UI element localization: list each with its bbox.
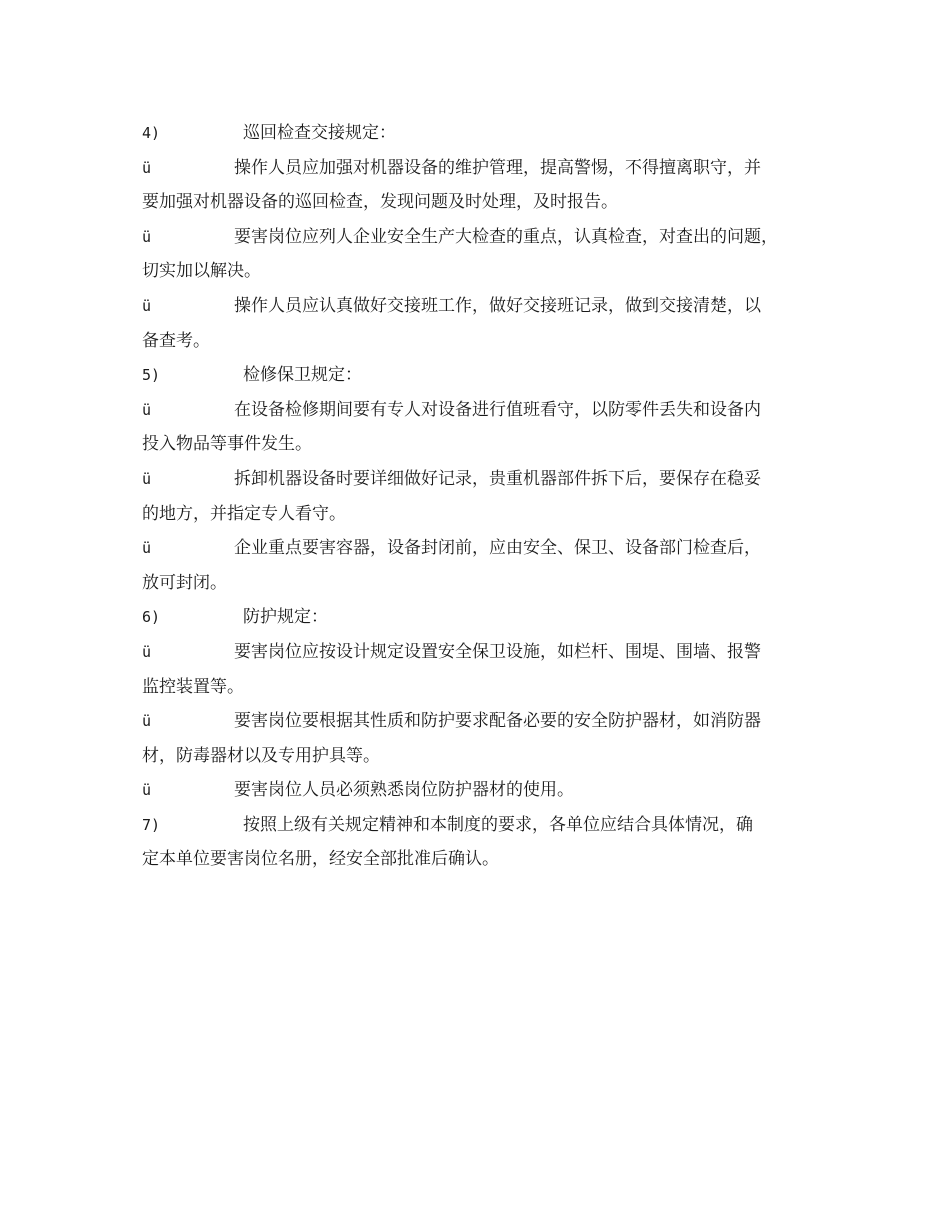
continuation-line <box>142 324 832 359</box>
continuation-line <box>142 566 832 601</box>
continuation-line <box>142 497 832 532</box>
section-heading-7 <box>142 808 832 843</box>
section-number: 4) <box>142 124 161 142</box>
section-title: 巡回检查交接规定： <box>243 123 396 143</box>
paragraph-text: 放可封闭。 <box>142 572 227 593</box>
bullet-text: 拆卸机器设备时要详细做好记录，贵重机器部件拆下后，要保存在稳妥 <box>234 468 761 489</box>
bullet-marker: ü <box>142 712 152 731</box>
paragraph-text: 要加强对机器设备的巡回检查，发现问题及时处理，及时报告。 <box>142 192 618 213</box>
bullet-item <box>142 393 832 428</box>
bullet-marker: ü <box>142 400 152 419</box>
bullet-marker: ü <box>142 781 152 800</box>
paragraph-text: 投入物品等事件发生。 <box>142 434 312 455</box>
section-heading-4 <box>142 116 832 151</box>
bullet-text: 要害岗位应列人企业安全生产大检查的重点，认真检查，对查出的问题， <box>234 226 778 247</box>
paragraph-text: 切实加以解决。 <box>142 261 261 282</box>
continuation-line <box>142 842 832 877</box>
section-heading-6 <box>142 600 832 635</box>
section-text: 按照上级有关规定精神和本制度的要求，各单位应结合具体情况，确 <box>243 814 753 835</box>
paragraph-text: 的地方，并指定专人看守。 <box>142 503 346 524</box>
bullet-marker: ü <box>142 158 152 177</box>
paragraph-text: 监控装置等。 <box>142 676 244 697</box>
bullet-item <box>142 773 832 808</box>
bullet-marker: ü <box>142 539 152 558</box>
bullet-marker: ü <box>142 296 152 315</box>
bullet-item <box>142 635 832 670</box>
bullet-item <box>142 289 832 324</box>
bullet-marker: ü <box>142 642 152 661</box>
paragraph-text: 定本单位要害岗位名册，经安全部批准后确认。 <box>142 849 499 870</box>
bullet-marker: ü <box>142 469 152 488</box>
bullet-item <box>142 151 832 186</box>
bullet-text: 在设备检修期间要有专人对设备进行值班看守，以防零件丢失和设备内 <box>234 399 761 420</box>
section-number: 6) <box>142 608 161 627</box>
continuation-line <box>142 427 832 462</box>
continuation-line <box>142 185 832 220</box>
section-title: 防护规定： <box>243 607 328 628</box>
bullet-text: 要害岗位人员必须熟悉岗位防护器材的使用。 <box>234 780 574 801</box>
continuation-line <box>142 254 832 289</box>
section-title: 检修保卫规定： <box>243 365 362 386</box>
bullet-text: 操作人员应加强对机器设备的维护管理，提高警惕，不得擅离职守，并 <box>234 157 761 178</box>
bullet-marker: ü <box>142 227 152 246</box>
continuation-line <box>142 670 832 705</box>
bullet-text: 要害岗位应按设计规定设置安全保卫设施，如栏杆、围堤、围墙、报警 <box>234 641 761 662</box>
continuation-line <box>142 739 832 774</box>
paragraph-text: 备查考。 <box>142 330 210 351</box>
bullet-text: 操作人员应认真做好交接班工作，做好交接班记录，做到交接清楚，以 <box>234 295 761 316</box>
section-heading-5 <box>142 358 832 393</box>
section-number: 5) <box>142 366 161 385</box>
bullet-item <box>142 220 832 255</box>
bullet-text: 要害岗位要根据其性质和防护要求配备必要的安全防护器材，如消防器 <box>234 711 761 732</box>
bullet-item <box>142 462 832 497</box>
section-number: 7) <box>142 815 161 834</box>
bullet-item <box>142 704 832 739</box>
bullet-item <box>142 531 832 566</box>
paragraph-text: 材，防毒器材以及专用护具等。 <box>142 745 380 766</box>
bullet-text: 企业重点要害容器，设备封闭前，应由安全、保卫、设备部门检查后， <box>234 538 761 559</box>
document-body <box>142 116 832 877</box>
